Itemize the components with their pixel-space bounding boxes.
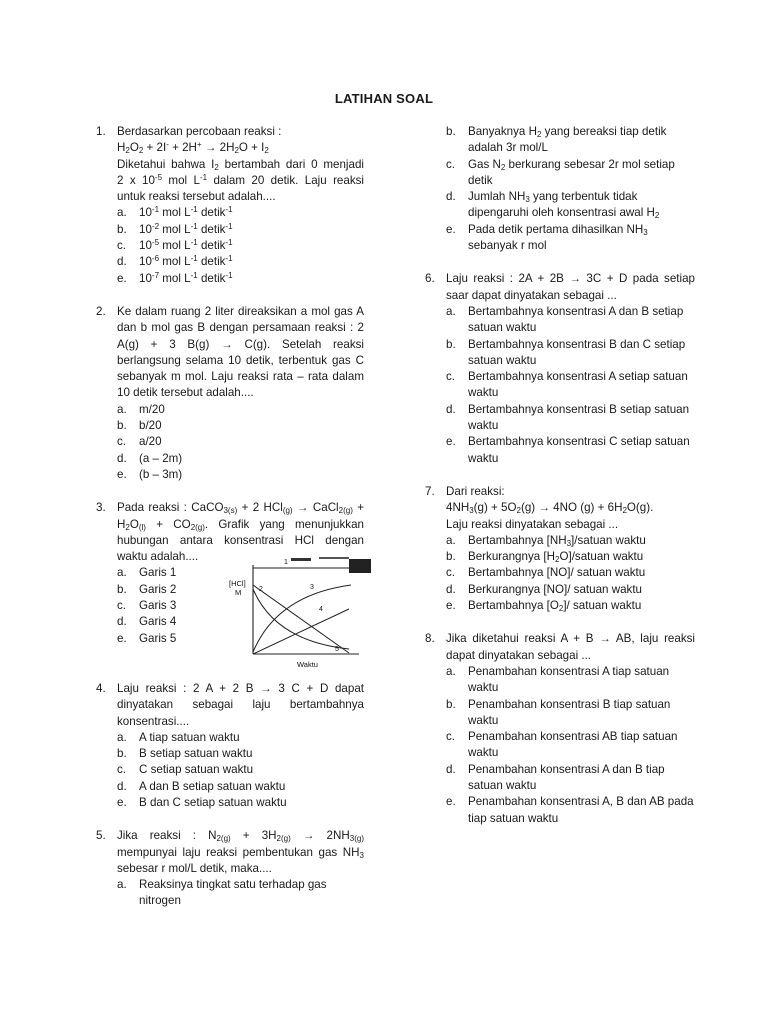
question-7 bbox=[425, 484, 695, 614]
option-c[interactable]: c. Bertambahnya konsentrasi A setiap satuan waktu bbox=[446, 370, 688, 400]
concentration-time-graph bbox=[229, 559, 371, 675]
y-axis-label: [HCl] bbox=[229, 579, 246, 589]
option-d[interactable]: d. $10^{-6}$ mol $L^{-1}$ detik$^{-1}$ bbox=[117, 254, 233, 269]
question-stem: Berdasarkan percobaan reaksi : $H_2O_2 + 2I^- + 2H^+ \to 2H_2O + I_2$ Diketahui bahwa $I_2$ bertambah dari 0 menjadi 2 x $10^{-5}$ mol $L^{-1}$ dalam 20 detik. Laju reaksi untuk reaksi tersebut adalah.... bbox=[117, 125, 364, 204]
question-number: 5. bbox=[96, 829, 106, 843]
option-b[interactable]: b. Bertambahnya konsentrasi B dan C setiap satuan waktu bbox=[446, 337, 686, 367]
option-b[interactable]: b. $10^{-2}$ mol $L^{-1}$ detik$^{-1}$ bbox=[117, 221, 233, 236]
option-a[interactable]: a. $10^{-1}$ mol $L^{-1}$ detik$^{-1}$ bbox=[117, 205, 233, 220]
question-8 bbox=[425, 631, 695, 827]
left-column bbox=[96, 124, 364, 910]
option-c[interactable]: c. $10^{-5}$ mol $L^{-1}$ detik$^{-1}$ bbox=[117, 238, 233, 253]
question-number: 1. bbox=[96, 125, 106, 138]
option-a[interactable]: a. Penambahan konsentrasi A tiap satuan waktu bbox=[446, 664, 670, 695]
question-number: 4. bbox=[96, 681, 106, 695]
question-number: 6. bbox=[425, 272, 435, 286]
question-stem: Ke dalam ruang 2 liter direaksikan a mol gas A dan b mol gas B dengan persamaan reaksi : 2 A(g) + 3 B(g) → C(g). Setelah reaksi berlangsung selama 10 detik, terbentuk gas C sebanyak m mol. Laju reaksi rata – rata dalam 10 detik tersebut adalah.... bbox=[117, 304, 364, 400]
option-b[interactable]: b. B setiap satuan waktu bbox=[117, 747, 253, 761]
question-stem: Dari reaksi: $4NH_3(g) + 5O_2(g) \to 4NO$ $(g) + 6H_2O(g)$. Laju reaksi dinyatakan sebagai ... bbox=[446, 484, 695, 533]
question-number: 3. bbox=[96, 501, 106, 515]
scan-artifact bbox=[291, 558, 311, 561]
option-c[interactable]: c. Bertambahnya [NO]/ satuan waktu bbox=[446, 566, 646, 580]
option-e[interactable]: e. B dan C setiap satuan waktu bbox=[117, 795, 287, 809]
line-label-4: 4 bbox=[319, 606, 323, 614]
question-stem: Jika diketahui reaksi A + B → AB, laju reaksi dapat dinyatakan sebagai ... bbox=[446, 632, 695, 662]
question-5-continued bbox=[425, 124, 695, 254]
question-5 bbox=[96, 828, 364, 909]
option-a[interactable]: a. m/20 bbox=[117, 402, 165, 416]
option-b[interactable]: b. Berkurangnya $[H_2O]$/satuan waktu bbox=[446, 550, 644, 565]
question-stem: Jika reaksi : $N_{2(g)} + 3H_{2(g)} \to 2NH_{3(g)}$ mempunyai laju reaksi pembentukan gas $NH_3$ sebesar r mol/L detik, maka.... bbox=[117, 829, 364, 875]
question-number: 2. bbox=[96, 304, 106, 318]
option-d[interactable]: d. Garis 4 bbox=[117, 615, 177, 629]
option-a[interactable]: a. Bertambahnya konsentrasi A dan B setiap satuan waktu bbox=[446, 304, 684, 335]
scan-artifact bbox=[349, 559, 371, 573]
question-4 bbox=[96, 681, 364, 811]
option-e[interactable]: e. Penambahan konsentrasi A, B dan AB pada tiap satuan waktu bbox=[446, 795, 694, 825]
option-c[interactable]: c. Gas $N_2$ berkurang sebesar 2r mol setiap detik bbox=[446, 157, 675, 187]
graph-line-2 bbox=[253, 585, 349, 653]
option-d[interactable]: d. A dan B setiap satuan waktu bbox=[117, 779, 286, 793]
scan-artifact bbox=[319, 557, 349, 559]
x-axis-label: Waktu bbox=[297, 660, 318, 670]
option-e[interactable]: e. Bertambahnya konsentrasi C setiap satuan waktu bbox=[446, 435, 690, 465]
option-d[interactable]: d. Berkurangnya [NO]/ satuan waktu bbox=[446, 582, 642, 596]
option-e[interactable]: e. Garis 5 bbox=[117, 631, 177, 645]
option-c[interactable]: c. a/20 bbox=[117, 435, 162, 449]
option-d[interactable]: d. Penambahan konsentrasi A dan B tiap satuan waktu bbox=[446, 762, 665, 792]
line-label-2: 2 bbox=[259, 586, 263, 594]
reaction-equation: $4NH_3(g) + 5O_2(g) \to 4NO$ $(g) + 6H_2O(g)$. bbox=[446, 501, 654, 516]
question-2 bbox=[96, 304, 364, 483]
line-label-1: 1 bbox=[284, 559, 288, 567]
option-e[interactable]: e. (b – 3m) bbox=[117, 467, 183, 481]
option-e[interactable]: e. Bertambahnya $[O_2]/$ satuan waktu bbox=[446, 599, 642, 614]
option-d[interactable]: d. (a – 2m) bbox=[117, 451, 183, 465]
option-b[interactable]: b. Penambahan konsentrasi B tiap satuan waktu bbox=[446, 697, 671, 727]
option-e[interactable]: e. Pada detik pertama dihasilkan $NH_3$ sebanyak r mol bbox=[446, 222, 648, 253]
option-b[interactable]: b. b/20 bbox=[117, 419, 162, 433]
option-a[interactable]: a. Garis 1 bbox=[117, 566, 177, 580]
graph-svg bbox=[229, 559, 371, 675]
option-a[interactable]: a. Bertambahnya $[NH_3]$/satuan waktu bbox=[446, 533, 646, 548]
reaction-equation: $H_2O_2 + 2I^- + 2H^+ \to 2H_2O + I_2$ bbox=[117, 140, 269, 156]
option-c[interactable]: c. Penambahan konsentrasi AB tiap satuan waktu bbox=[446, 730, 678, 760]
y-axis-unit: M bbox=[235, 588, 242, 598]
question-1 bbox=[96, 124, 364, 287]
option-a[interactable]: a. Reaksinya tingkat satu terhadap gas nitrogen bbox=[117, 878, 327, 908]
question-stem: Laju reaksi : 2 A + 2 B → 3 C + D dapat dinyatakan sebagai laju bertambahnya konsentrasi.... bbox=[117, 681, 364, 728]
option-b[interactable]: b. Banyaknya $H_2$ yang bereaksi tiap detik adalah 3r mol/L bbox=[446, 125, 667, 155]
option-c[interactable]: c. C setiap satuan waktu bbox=[117, 763, 254, 777]
option-d[interactable]: d. Jumlah $NH_3$ yang terbentuk tidak dipengaruhi oleh konsentrasi awal $H_2$ bbox=[446, 190, 660, 221]
page-title: LATIHAN SOAL bbox=[334, 91, 434, 106]
question-stem: Laju reaksi : 2A + 2B → 3C + D pada setiap saar dapat dinyatakan sebagai ... bbox=[446, 272, 695, 302]
option-b[interactable]: b. Garis 2 bbox=[117, 582, 177, 596]
right-column bbox=[425, 124, 695, 827]
option-e[interactable]: e. $10^{-7}$ mol $L^{-1}$ detik$^{-1}$ bbox=[117, 270, 233, 285]
option-a[interactable]: a. A tiap satuan waktu bbox=[117, 730, 240, 744]
question-3 bbox=[96, 500, 364, 675]
question-number: 7. bbox=[425, 484, 435, 498]
question-6 bbox=[425, 271, 695, 467]
question-stem: Pada reaksi : CaCO$_{3(s)}$ + 2 HCl$_{(g)}$ → CaCl$_{2(g)}$ + $H_2O_{(l)} + CO_{2(g)}$. Grafik yang menunjukkan hubungan antara konsentrasi HCl dengan waktu adalah.... bbox=[117, 501, 364, 564]
question-number: 8. bbox=[425, 632, 435, 646]
option-d[interactable]: d. Bertambahnya konsentrasi B setiap satuan waktu bbox=[446, 402, 690, 433]
option-c[interactable]: c. Garis 3 bbox=[117, 599, 177, 613]
line-label-3: 3 bbox=[310, 584, 314, 592]
line-label-5: 5 bbox=[335, 646, 339, 654]
